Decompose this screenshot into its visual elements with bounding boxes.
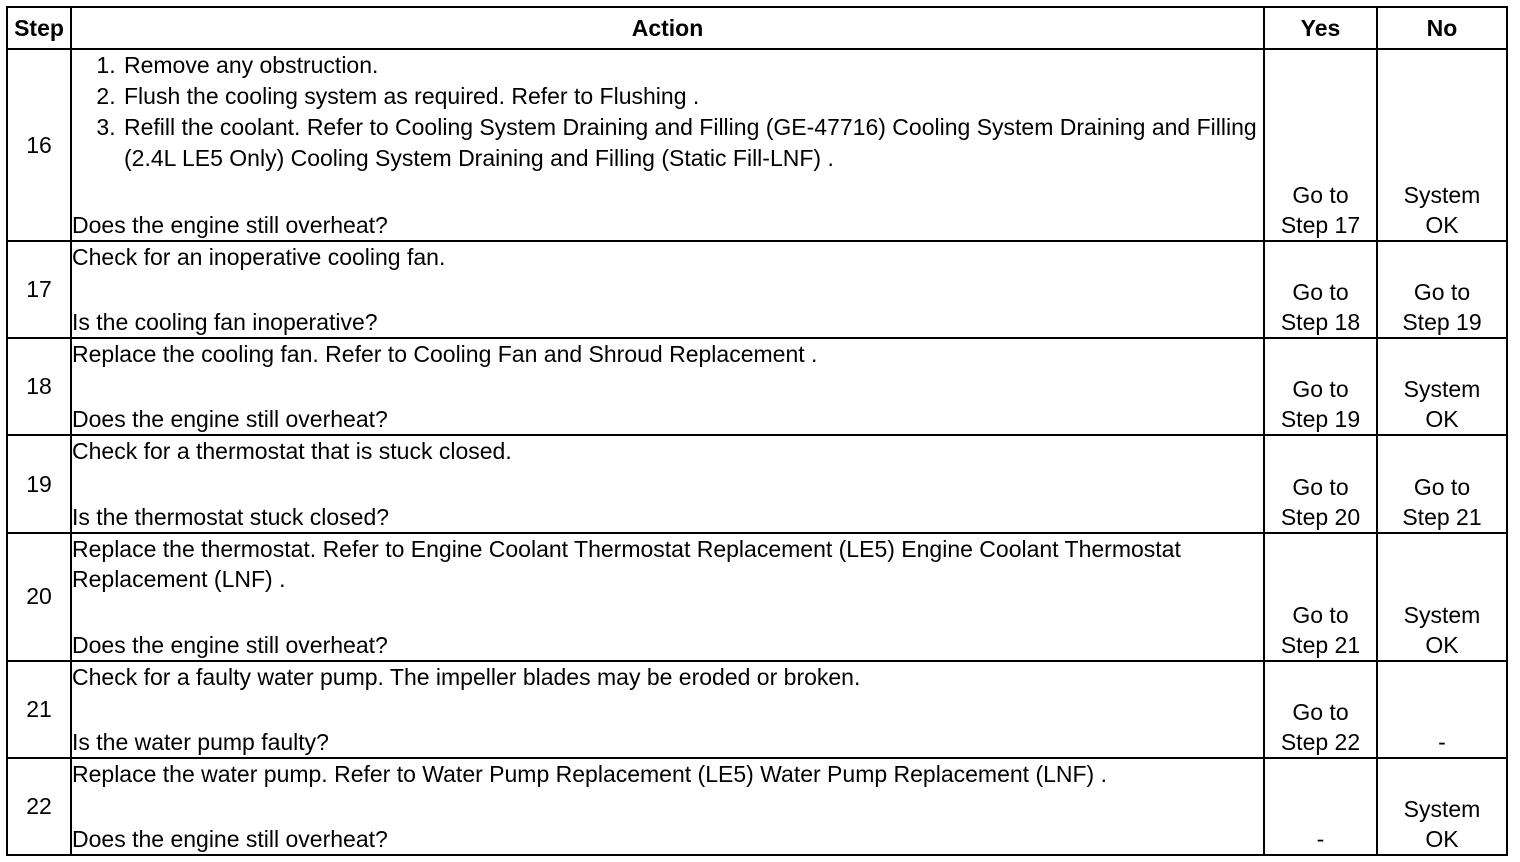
table-row [7, 49, 1507, 241]
action-question: Does the engine still overheat? [72, 826, 388, 852]
action-question: Does the engine still overheat? [72, 631, 388, 658]
header-action: Action [71, 7, 1264, 49]
no-cell [1377, 758, 1507, 855]
yes-cell [1264, 758, 1377, 855]
table-row [7, 338, 1507, 435]
yes-line: Go to [1292, 279, 1349, 306]
no-cell [1377, 49, 1507, 241]
action-list-item: 2. Flush the cooling system as required. Refer to Flushing . [122, 81, 1263, 112]
action-instruction: Check for a faulty water pump. The impeller blades may be eroded or broken. [72, 663, 861, 690]
no-line: System [1403, 376, 1481, 403]
yes-line: - [1316, 826, 1325, 852]
yes-cell [1264, 533, 1377, 661]
yes-cell [1264, 435, 1377, 532]
action-instruction: Replace the thermostat. Refer to Engine Coolant Thermostat Replacement (LE5) Engine Coolant Thermostat Replacement (LNF) . [72, 535, 1181, 592]
no-line: System [1403, 796, 1481, 822]
yes-line: Go to [1292, 182, 1349, 209]
table-row [7, 435, 1507, 532]
diagnostic-table [6, 6, 1508, 856]
action-cell [71, 49, 1264, 241]
header-step: Step [7, 7, 71, 49]
yes-cell [1264, 49, 1377, 241]
action-question: Does the engine still overheat? [72, 406, 388, 433]
step-number: 16 [7, 49, 71, 241]
no-line: OK [1425, 406, 1459, 433]
yes-line: Step 21 [1280, 631, 1361, 658]
yes-line: Go to [1292, 473, 1349, 500]
yes-line: Step 18 [1280, 309, 1361, 336]
yes-line: Step 19 [1280, 406, 1361, 433]
action-cell [71, 533, 1264, 661]
step-number: 20 [7, 533, 71, 661]
yes-line: Step 17 [1280, 212, 1361, 239]
yes-line: Step 20 [1280, 503, 1361, 530]
step-number: 18 [7, 338, 71, 435]
action-cell [71, 661, 1264, 758]
action-instruction: Replace the cooling fan. Refer to Cooling Fan and Shroud Replacement . [72, 341, 818, 368]
no-line: Step 19 [1402, 309, 1482, 336]
header-row [7, 7, 1507, 49]
action-question: Is the water pump faulty? [72, 728, 329, 755]
action-cell [71, 758, 1264, 855]
header-yes: Yes [1264, 7, 1377, 49]
no-line: Step 21 [1402, 503, 1482, 530]
no-cell [1377, 241, 1507, 338]
yes-line: Go to [1292, 698, 1349, 725]
action-instruction: Replace the water pump. Refer to Water Pump Replacement (LE5) Water Pump Replacement (LNF) . [72, 760, 1107, 787]
header-no: No [1377, 7, 1507, 49]
no-line: Go to [1413, 279, 1471, 306]
yes-cell [1264, 661, 1377, 758]
action-cell [71, 435, 1264, 532]
action-question: Does the engine still overheat? [72, 212, 388, 239]
action-cell [71, 241, 1264, 338]
table-row [7, 533, 1507, 661]
no-cell [1377, 661, 1507, 758]
table-row [7, 241, 1507, 338]
action-instruction: Check for a thermostat that is stuck closed. [72, 438, 512, 465]
table-row [7, 758, 1507, 855]
action-cell [71, 338, 1264, 435]
yes-line: Go to [1292, 601, 1349, 628]
yes-cell [1264, 241, 1377, 338]
no-line: Go to [1413, 473, 1471, 500]
no-cell [1377, 435, 1507, 532]
action-list [72, 50, 1263, 174]
no-line: OK [1425, 212, 1459, 239]
step-number: 21 [7, 661, 71, 758]
yes-cell [1264, 338, 1377, 435]
action-list-item: 3. Refill the coolant. Refer to Cooling System Draining and Filling (GE-47716) Cooling System Draining and Filling (2.4L LE5 Only) Cooling System Draining and Filling (Static Fill-LNF) . [122, 112, 1263, 174]
no-line: System [1403, 182, 1481, 209]
no-cell [1377, 338, 1507, 435]
action-instruction: Check for an inoperative cooling fan. [72, 244, 446, 271]
no-line: System [1403, 601, 1481, 628]
action-question: Is the cooling fan inoperative? [72, 309, 378, 336]
action-list-item: 1. Remove any obstruction. [122, 50, 1263, 81]
action-question: Is the thermostat stuck closed? [72, 503, 390, 530]
step-number: 17 [7, 241, 71, 338]
no-line: - [1438, 728, 1446, 755]
yes-line: Go to [1292, 376, 1349, 403]
no-line: OK [1425, 826, 1459, 852]
no-cell [1377, 533, 1507, 661]
no-line: OK [1425, 631, 1459, 658]
step-number: 22 [7, 758, 71, 855]
yes-line: Step 22 [1280, 728, 1361, 755]
table-row [7, 661, 1507, 758]
step-number: 19 [7, 435, 71, 532]
